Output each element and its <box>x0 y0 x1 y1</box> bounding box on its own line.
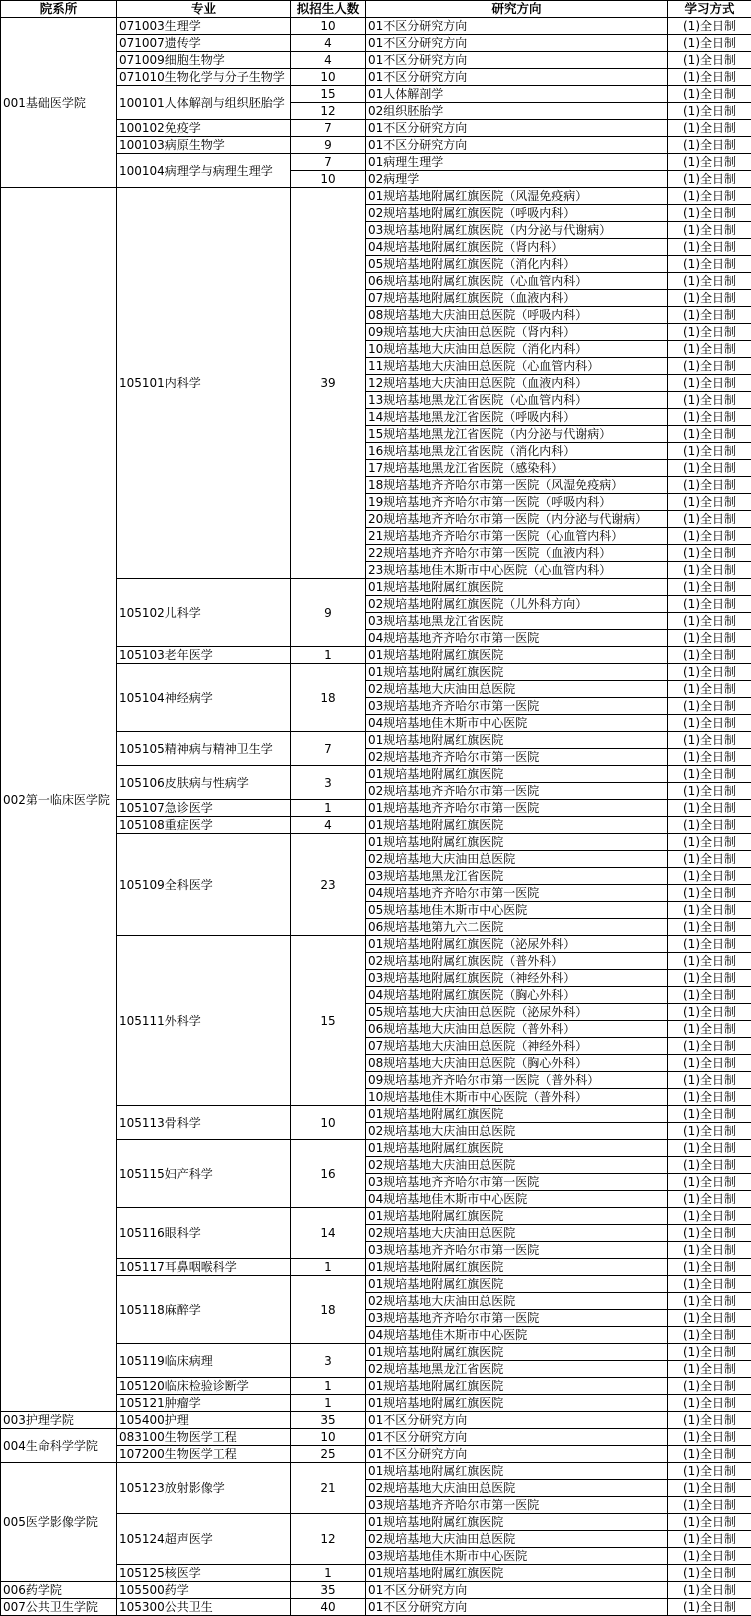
major-cell: 105121肿瘤学 <box>117 1395 291 1412</box>
research-direction-cell: 01规培基地附属红旗医院 <box>366 1276 668 1293</box>
study-mode-cell: (1)全日制 <box>668 1395 751 1412</box>
enrollment-count-cell: 4 <box>291 52 366 69</box>
study-mode-cell: (1)全日制 <box>668 1310 751 1327</box>
research-direction-cell: 02规培基地附属红旗医院（呼吸内科） <box>366 205 668 222</box>
study-mode-cell: (1)全日制 <box>668 35 751 52</box>
study-mode-cell: (1)全日制 <box>668 511 751 528</box>
research-direction-cell: 13规培基地黑龙江省医院（心血管内科） <box>366 392 668 409</box>
major-cell: 100102免疫学 <box>117 120 291 137</box>
study-mode-cell: (1)全日制 <box>668 86 751 103</box>
research-direction-cell: 01规培基地齐齐哈尔市第一医院 <box>366 800 668 817</box>
department-cell: 005医学影像学院 <box>1 1463 117 1582</box>
research-direction-cell: 01规培基地附属红旗医院 <box>366 579 668 596</box>
study-mode-cell: (1)全日制 <box>668 375 751 392</box>
research-direction-cell: 01规培基地附属红旗医院 <box>366 1140 668 1157</box>
study-mode-cell: (1)全日制 <box>668 18 751 35</box>
header-major: 专业 <box>117 1 291 18</box>
header-enrollment-count: 拟招生人数 <box>291 1 366 18</box>
enrollment-count-cell: 39 <box>291 188 366 579</box>
study-mode-cell: (1)全日制 <box>668 970 751 987</box>
major-cell: 105117耳鼻咽喉科学 <box>117 1259 291 1276</box>
major-cell: 105106皮肤病与性病学 <box>117 766 291 800</box>
research-direction-cell: 05规培基地大庆油田总医院（泌尿外科） <box>366 1004 668 1021</box>
header-research-direction: 研究方向 <box>366 1 668 18</box>
study-mode-cell: (1)全日制 <box>668 358 751 375</box>
research-direction-cell: 02规培基地附属红旗医院（普外科） <box>366 953 668 970</box>
table-row <box>1 1412 751 1429</box>
enrollment-count-cell: 10 <box>291 1429 366 1446</box>
research-direction-cell: 01规培基地附属红旗医院 <box>366 1208 668 1225</box>
study-mode-cell: (1)全日制 <box>668 715 751 732</box>
enrollment-count-cell: 3 <box>291 1344 366 1378</box>
study-mode-cell: (1)全日制 <box>668 1242 751 1259</box>
major-cell: 105109全科医学 <box>117 834 291 936</box>
enrollment-count-cell: 35 <box>291 1412 366 1429</box>
major-cell: 105300公共卫生 <box>117 1599 291 1616</box>
research-direction-cell: 01病理生理学 <box>366 154 668 171</box>
study-mode-cell: (1)全日制 <box>668 1174 751 1191</box>
study-mode-cell: (1)全日制 <box>668 341 751 358</box>
study-mode-cell: (1)全日制 <box>668 290 751 307</box>
study-mode-cell: (1)全日制 <box>668 324 751 341</box>
research-direction-cell: 01规培基地附属红旗医院 <box>366 647 668 664</box>
enrollment-count-cell: 10 <box>291 69 366 86</box>
study-mode-cell: (1)全日制 <box>668 1446 751 1463</box>
research-direction-cell: 01人体解剖学 <box>366 86 668 103</box>
research-direction-cell: 08规培基地大庆油田总医院（呼吸内科） <box>366 307 668 324</box>
research-direction-cell: 01规培基地附属红旗医院 <box>366 1106 668 1123</box>
study-mode-cell: (1)全日制 <box>668 902 751 919</box>
research-direction-cell: 03规培基地齐齐哈尔市第一医院 <box>366 1497 668 1514</box>
research-direction-cell: 02规培基地大庆油田总医院 <box>366 681 668 698</box>
research-direction-cell: 02组织胚胎学 <box>366 103 668 120</box>
study-mode-cell: (1)全日制 <box>668 868 751 885</box>
header-row <box>1 1 751 18</box>
enrollment-count-cell: 10 <box>291 171 366 188</box>
research-direction-cell: 09规培基地大庆油田总医院（肾内科） <box>366 324 668 341</box>
table-row <box>1 1429 751 1446</box>
research-direction-cell: 20规培基地齐齐哈尔市第一医院（内分泌与代谢病） <box>366 511 668 528</box>
research-direction-cell: 14规培基地黑龙江省医院（呼吸内科） <box>366 409 668 426</box>
study-mode-cell: (1)全日制 <box>668 545 751 562</box>
research-direction-cell: 03规培基地佳木斯市中心医院 <box>366 1548 668 1565</box>
enrollment-count-cell: 18 <box>291 664 366 732</box>
study-mode-cell: (1)全日制 <box>668 1378 751 1395</box>
major-cell: 071010生物化学与分子生物学 <box>117 69 291 86</box>
major-cell: 105124超声医学 <box>117 1514 291 1565</box>
study-mode-cell: (1)全日制 <box>668 987 751 1004</box>
study-mode-cell: (1)全日制 <box>668 596 751 613</box>
study-mode-cell: (1)全日制 <box>668 919 751 936</box>
major-cell: 105116眼科学 <box>117 1208 291 1259</box>
header-department: 院系所 <box>1 1 117 18</box>
research-direction-cell: 08规培基地大庆油田总医院（胸心外科） <box>366 1055 668 1072</box>
study-mode-cell: (1)全日制 <box>668 494 751 511</box>
major-cell: 105107急诊医学 <box>117 800 291 817</box>
study-mode-cell: (1)全日制 <box>668 1140 751 1157</box>
major-cell: 105113骨科学 <box>117 1106 291 1140</box>
study-mode-cell: (1)全日制 <box>668 426 751 443</box>
research-direction-cell: 04规培基地齐齐哈尔市第一医院 <box>366 630 668 647</box>
major-cell: 105500药学 <box>117 1582 291 1599</box>
study-mode-cell: (1)全日制 <box>668 1293 751 1310</box>
major-cell: 105102儿科学 <box>117 579 291 647</box>
research-direction-cell: 01规培基地附属红旗医院 <box>366 1463 668 1480</box>
study-mode-cell: (1)全日制 <box>668 222 751 239</box>
enrollment-count-cell: 7 <box>291 732 366 766</box>
study-mode-cell: (1)全日制 <box>668 630 751 647</box>
study-mode-cell: (1)全日制 <box>668 1497 751 1514</box>
study-mode-cell: (1)全日制 <box>668 885 751 902</box>
research-direction-cell: 05规培基地佳木斯市中心医院 <box>366 902 668 919</box>
major-cell: 071003生理学 <box>117 18 291 35</box>
research-direction-cell: 21规培基地齐齐哈尔市第一医院（心血管内科） <box>366 528 668 545</box>
study-mode-cell: (1)全日制 <box>668 1565 751 1582</box>
research-direction-cell: 04规培基地齐齐哈尔市第一医院 <box>366 885 668 902</box>
study-mode-cell: (1)全日制 <box>668 1021 751 1038</box>
study-mode-cell: (1)全日制 <box>668 698 751 715</box>
study-mode-cell: (1)全日制 <box>668 1191 751 1208</box>
research-direction-cell: 01规培基地附属红旗医院 <box>366 817 668 834</box>
department-cell: 002第一临床医学院 <box>1 188 117 1412</box>
table-row <box>1 188 751 205</box>
research-direction-cell: 02规培基地黑龙江省医院 <box>366 1361 668 1378</box>
study-mode-cell: (1)全日制 <box>668 1259 751 1276</box>
study-mode-cell: (1)全日制 <box>668 647 751 664</box>
major-cell: 105115妇产科学 <box>117 1140 291 1208</box>
enrollment-count-cell: 1 <box>291 1259 366 1276</box>
department-cell: 006药学院 <box>1 1582 117 1599</box>
research-direction-cell: 01规培基地附属红旗医院（泌尿外科） <box>366 936 668 953</box>
study-mode-cell: (1)全日制 <box>668 1548 751 1565</box>
enrollment-count-cell: 12 <box>291 1514 366 1565</box>
research-direction-cell: 01规培基地附属红旗医院 <box>366 1395 668 1412</box>
study-mode-cell: (1)全日制 <box>668 936 751 953</box>
study-mode-cell: (1)全日制 <box>668 171 751 188</box>
research-direction-cell: 04规培基地佳木斯市中心医院 <box>366 1327 668 1344</box>
research-direction-cell: 02规培基地大庆油田总医院 <box>366 1157 668 1174</box>
study-mode-cell: (1)全日制 <box>668 579 751 596</box>
major-cell: 105118麻醉学 <box>117 1276 291 1344</box>
research-direction-cell: 03规培基地附属红旗医院（神经外科） <box>366 970 668 987</box>
research-direction-cell: 03规培基地齐齐哈尔市第一医院 <box>366 1242 668 1259</box>
major-cell: 105108重症医学 <box>117 817 291 834</box>
enrollment-count-cell: 1 <box>291 800 366 817</box>
major-cell: 100104病理学与病理生理学 <box>117 154 291 188</box>
enrollment-count-cell: 9 <box>291 579 366 647</box>
major-cell: 105101内科学 <box>117 188 291 579</box>
study-mode-cell: (1)全日制 <box>668 1225 751 1242</box>
research-direction-cell: 01规培基地附属红旗医院 <box>366 834 668 851</box>
table-row <box>1 1463 751 1480</box>
research-direction-cell: 01规培基地附属红旗医院（风湿免疫病） <box>366 188 668 205</box>
research-direction-cell: 03规培基地黑龙江省医院 <box>366 868 668 885</box>
research-direction-cell: 04规培基地附属红旗医院（胸心外科） <box>366 987 668 1004</box>
study-mode-cell: (1)全日制 <box>668 1276 751 1293</box>
research-direction-cell: 03规培基地黑龙江省医院 <box>366 613 668 630</box>
enrollment-count-cell: 1 <box>291 1565 366 1582</box>
enrollment-count-cell: 1 <box>291 1378 366 1395</box>
enrollment-count-cell: 1 <box>291 1395 366 1412</box>
research-direction-cell: 23规培基地佳木斯市中心医院（心血管内科） <box>366 562 668 579</box>
enrollment-count-cell: 14 <box>291 1208 366 1259</box>
study-mode-cell: (1)全日制 <box>668 613 751 630</box>
major-cell: 083100生物医学工程 <box>117 1429 291 1446</box>
study-mode-cell: (1)全日制 <box>668 1106 751 1123</box>
research-direction-cell: 01规培基地附属红旗医院 <box>366 1259 668 1276</box>
research-direction-cell: 18规培基地齐齐哈尔市第一医院（风湿免疫病） <box>366 477 668 494</box>
study-mode-cell: (1)全日制 <box>668 1514 751 1531</box>
research-direction-cell: 02病理学 <box>366 171 668 188</box>
study-mode-cell: (1)全日制 <box>668 562 751 579</box>
study-mode-cell: (1)全日制 <box>668 528 751 545</box>
study-mode-cell: (1)全日制 <box>668 103 751 120</box>
study-mode-cell: (1)全日制 <box>668 205 751 222</box>
study-mode-cell: (1)全日制 <box>668 188 751 205</box>
study-mode-cell: (1)全日制 <box>668 307 751 324</box>
research-direction-cell: 17规培基地黑龙江省医院（感染科） <box>366 460 668 477</box>
study-mode-cell: (1)全日制 <box>668 851 751 868</box>
major-cell: 105125核医学 <box>117 1565 291 1582</box>
study-mode-cell: (1)全日制 <box>668 1038 751 1055</box>
research-direction-cell: 04规培基地佳木斯市中心医院 <box>366 715 668 732</box>
research-direction-cell: 01不区分研究方向 <box>366 1412 668 1429</box>
research-direction-cell: 11规培基地大庆油田总医院（心血管内科） <box>366 358 668 375</box>
research-direction-cell: 01不区分研究方向 <box>366 1599 668 1616</box>
research-direction-cell: 01不区分研究方向 <box>366 1429 668 1446</box>
study-mode-cell: (1)全日制 <box>668 1361 751 1378</box>
research-direction-cell: 01规培基地附属红旗医院 <box>366 1565 668 1582</box>
research-direction-cell: 02规培基地大庆油田总医院 <box>366 1225 668 1242</box>
enrollment-count-cell: 21 <box>291 1463 366 1514</box>
study-mode-cell: (1)全日制 <box>668 732 751 749</box>
study-mode-cell: (1)全日制 <box>668 409 751 426</box>
enrollment-count-cell: 7 <box>291 154 366 171</box>
study-mode-cell: (1)全日制 <box>668 1463 751 1480</box>
study-mode-cell: (1)全日制 <box>668 953 751 970</box>
major-cell: 071007遗传学 <box>117 35 291 52</box>
study-mode-cell: (1)全日制 <box>668 783 751 800</box>
study-mode-cell: (1)全日制 <box>668 1123 751 1140</box>
study-mode-cell: (1)全日制 <box>668 460 751 477</box>
major-cell: 105120临床检验诊断学 <box>117 1378 291 1395</box>
table-row <box>1 1582 751 1599</box>
enrollment-count-cell: 15 <box>291 86 366 103</box>
department-cell: 007公共卫生学院 <box>1 1599 117 1616</box>
study-mode-cell: (1)全日制 <box>668 1429 751 1446</box>
study-mode-cell: (1)全日制 <box>668 52 751 69</box>
study-mode-cell: (1)全日制 <box>668 664 751 681</box>
study-mode-cell: (1)全日制 <box>668 749 751 766</box>
research-direction-cell: 09规培基地齐齐哈尔市第一医院（普外科） <box>366 1072 668 1089</box>
research-direction-cell: 01不区分研究方向 <box>366 120 668 137</box>
study-mode-cell: (1)全日制 <box>668 1055 751 1072</box>
department-cell: 004生命科学学院 <box>1 1429 117 1463</box>
research-direction-cell: 07规培基地大庆油田总医院（神经外科） <box>366 1038 668 1055</box>
study-mode-cell: (1)全日制 <box>668 1208 751 1225</box>
study-mode-cell: (1)全日制 <box>668 443 751 460</box>
study-mode-cell: (1)全日制 <box>668 154 751 171</box>
research-direction-cell: 12规培基地大庆油田总医院（血液内科） <box>366 375 668 392</box>
enrollment-count-cell: 23 <box>291 834 366 936</box>
study-mode-cell: (1)全日制 <box>668 69 751 86</box>
enrollment-count-cell: 10 <box>291 18 366 35</box>
research-direction-cell: 06规培基地大庆油田总医院（普外科） <box>366 1021 668 1038</box>
study-mode-cell: (1)全日制 <box>668 1582 751 1599</box>
major-cell: 105103老年医学 <box>117 647 291 664</box>
research-direction-cell: 01不区分研究方向 <box>366 69 668 86</box>
enrollment-count-cell: 25 <box>291 1446 366 1463</box>
department-cell: 003护理学院 <box>1 1412 117 1429</box>
major-cell: 100103病原生物学 <box>117 137 291 154</box>
major-cell: 105400护理 <box>117 1412 291 1429</box>
research-direction-cell: 04规培基地佳木斯市中心医院 <box>366 1191 668 1208</box>
research-direction-cell: 04规培基地附属红旗医院（肾内科） <box>366 239 668 256</box>
enrollment-count-cell: 35 <box>291 1582 366 1599</box>
study-mode-cell: (1)全日制 <box>668 137 751 154</box>
major-cell: 107200生物医学工程 <box>117 1446 291 1463</box>
major-cell: 105119临床病理 <box>117 1344 291 1378</box>
research-direction-cell: 02规培基地大庆油田总医院 <box>366 851 668 868</box>
enrollment-count-cell: 1 <box>291 647 366 664</box>
study-mode-cell: (1)全日制 <box>668 1480 751 1497</box>
study-mode-cell: (1)全日制 <box>668 1004 751 1021</box>
study-mode-cell: (1)全日制 <box>668 681 751 698</box>
study-mode-cell: (1)全日制 <box>668 392 751 409</box>
research-direction-cell: 01不区分研究方向 <box>366 52 668 69</box>
research-direction-cell: 06规培基地附属红旗医院（心血管内科） <box>366 273 668 290</box>
research-direction-cell: 15规培基地黑龙江省医院（内分泌与代谢病） <box>366 426 668 443</box>
major-cell: 105111外科学 <box>117 936 291 1106</box>
enrollment-count-cell: 9 <box>291 137 366 154</box>
study-mode-cell: (1)全日制 <box>668 273 751 290</box>
research-direction-cell: 10规培基地大庆油田总医院（消化内科） <box>366 341 668 358</box>
research-direction-cell: 07规培基地附属红旗医院（血液内科） <box>366 290 668 307</box>
enrollment-count-cell: 16 <box>291 1140 366 1208</box>
study-mode-cell: (1)全日制 <box>668 239 751 256</box>
research-direction-cell: 19规培基地齐齐哈尔市第一医院（呼吸内科） <box>366 494 668 511</box>
study-mode-cell: (1)全日制 <box>668 1412 751 1429</box>
research-direction-cell: 10规培基地佳木斯市中心医院（普外科） <box>366 1089 668 1106</box>
research-direction-cell: 05规培基地附属红旗医院（消化内科） <box>366 256 668 273</box>
enrollment-count-cell: 15 <box>291 936 366 1106</box>
enrollment-count-cell: 12 <box>291 103 366 120</box>
table-header <box>1 1 751 18</box>
enrollment-count-cell: 40 <box>291 1599 366 1616</box>
research-direction-cell: 02规培基地附属红旗医院（儿外科方向） <box>366 596 668 613</box>
research-direction-cell: 03规培基地附属红旗医院（内分泌与代谢病） <box>366 222 668 239</box>
enrollment-count-cell: 18 <box>291 1276 366 1344</box>
study-mode-cell: (1)全日制 <box>668 1599 751 1616</box>
research-direction-cell: 02规培基地大庆油田总医院 <box>366 1480 668 1497</box>
study-mode-cell: (1)全日制 <box>668 1072 751 1089</box>
research-direction-cell: 22规培基地齐齐哈尔市第一医院（血液内科） <box>366 545 668 562</box>
table-row <box>1 18 751 35</box>
research-direction-cell: 01规培基地附属红旗医院 <box>366 1514 668 1531</box>
research-direction-cell: 01不区分研究方向 <box>366 35 668 52</box>
table-row <box>1 1599 751 1616</box>
table-body <box>1 18 751 1616</box>
research-direction-cell: 01不区分研究方向 <box>366 18 668 35</box>
research-direction-cell: 03规培基地齐齐哈尔市第一医院 <box>366 1174 668 1191</box>
research-direction-cell: 01规培基地附属红旗医院 <box>366 664 668 681</box>
study-mode-cell: (1)全日制 <box>668 1327 751 1344</box>
study-mode-cell: (1)全日制 <box>668 800 751 817</box>
study-mode-cell: (1)全日制 <box>668 1531 751 1548</box>
study-mode-cell: (1)全日制 <box>668 256 751 273</box>
study-mode-cell: (1)全日制 <box>668 834 751 851</box>
study-mode-cell: (1)全日制 <box>668 1344 751 1361</box>
research-direction-cell: 01规培基地附属红旗医院 <box>366 732 668 749</box>
research-direction-cell: 02规培基地大庆油田总医院 <box>366 1123 668 1140</box>
research-direction-cell: 03规培基地齐齐哈尔市第一医院 <box>366 1310 668 1327</box>
research-direction-cell: 02规培基地大庆油田总医院 <box>366 1293 668 1310</box>
study-mode-cell: (1)全日制 <box>668 1089 751 1106</box>
enrollment-count-cell: 4 <box>291 35 366 52</box>
research-direction-cell: 01规培基地附属红旗医院 <box>366 1344 668 1361</box>
research-direction-cell: 01规培基地附属红旗医院 <box>366 766 668 783</box>
major-cell: 071009细胞生物学 <box>117 52 291 69</box>
enrollment-count-cell: 4 <box>291 817 366 834</box>
enrollment-count-cell: 7 <box>291 120 366 137</box>
research-direction-cell: 02规培基地齐齐哈尔市第一医院 <box>366 783 668 800</box>
study-mode-cell: (1)全日制 <box>668 120 751 137</box>
study-mode-cell: (1)全日制 <box>668 766 751 783</box>
study-mode-cell: (1)全日制 <box>668 477 751 494</box>
research-direction-cell: 16规培基地黑龙江省医院（消化内科） <box>366 443 668 460</box>
research-direction-cell: 01规培基地附属红旗医院 <box>366 1378 668 1395</box>
research-direction-cell: 01不区分研究方向 <box>366 1446 668 1463</box>
enrollment-count-cell: 3 <box>291 766 366 800</box>
enrollment-count-cell: 10 <box>291 1106 366 1140</box>
major-cell: 105123放射影像学 <box>117 1463 291 1514</box>
study-mode-cell: (1)全日制 <box>668 1157 751 1174</box>
header-study-mode: 学习方式 <box>668 1 751 18</box>
research-direction-cell: 01不区分研究方向 <box>366 137 668 154</box>
major-cell: 105104神经病学 <box>117 664 291 732</box>
study-mode-cell: (1)全日制 <box>668 817 751 834</box>
research-direction-cell: 06规培基地第九六二医院 <box>366 919 668 936</box>
research-direction-cell: 01不区分研究方向 <box>366 1582 668 1599</box>
major-cell: 105105精神病与精神卫生学 <box>117 732 291 766</box>
major-cell: 100101人体解剖与组织胚胎学 <box>117 86 291 120</box>
department-cell: 001基础医学院 <box>1 18 117 188</box>
research-direction-cell: 03规培基地齐齐哈尔市第一医院 <box>366 698 668 715</box>
research-direction-cell: 02规培基地齐齐哈尔市第一医院 <box>366 749 668 766</box>
research-direction-cell: 02规培基地大庆油田总医院 <box>366 1531 668 1548</box>
